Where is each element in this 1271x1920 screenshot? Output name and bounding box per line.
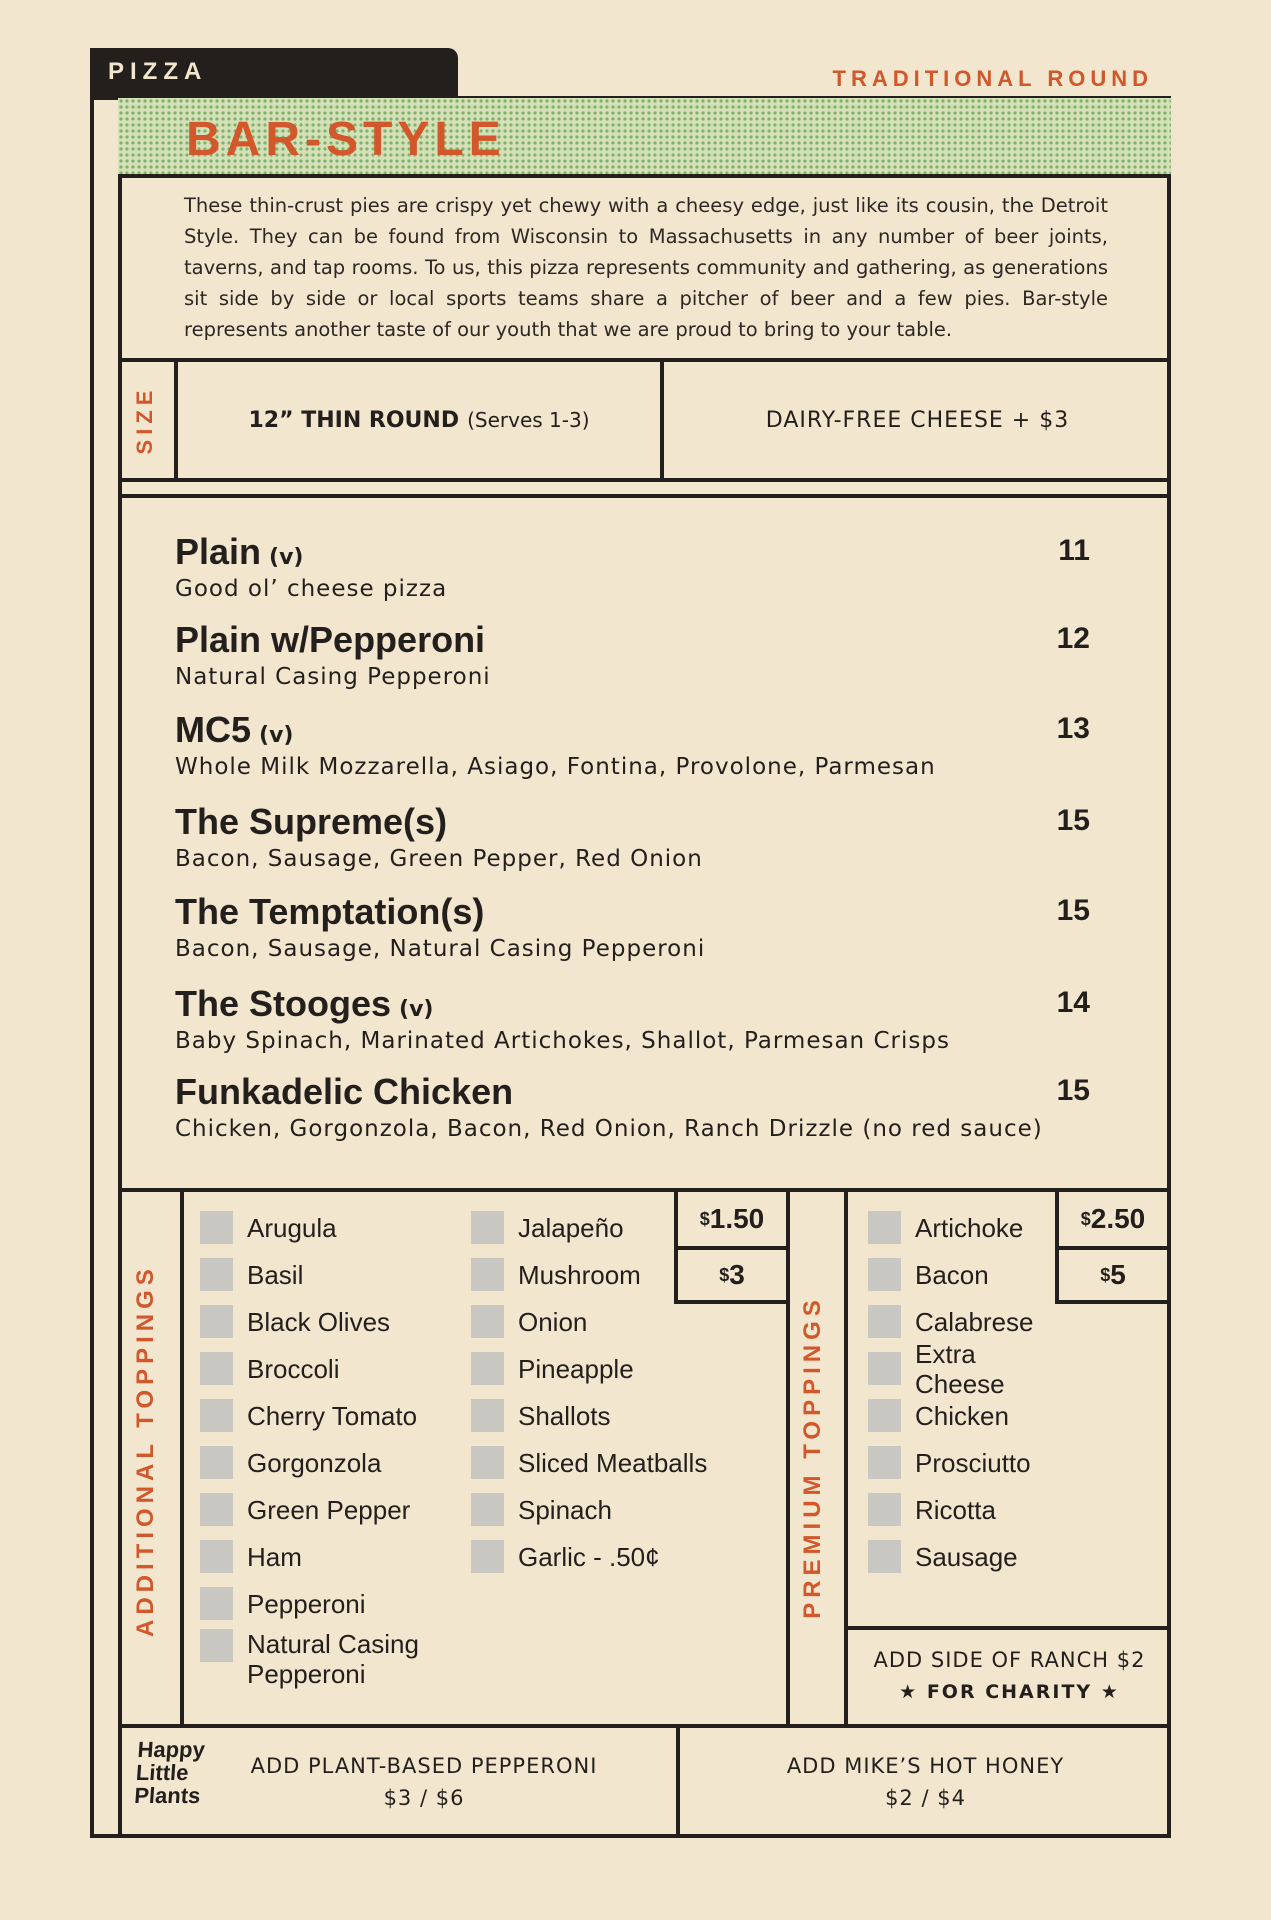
size-serves: (Serves 1-3) [467,408,590,432]
topping-checkbox[interactable] [471,1399,504,1432]
hot-honey-label: ADD MIKE’S HOT HONEY [786,1754,1065,1778]
topping-option[interactable] [200,1204,460,1251]
topping-option[interactable] [200,1298,460,1345]
topping-option[interactable] [868,1533,1068,1580]
topping-label: Mushroom [518,1259,641,1290]
topping-option[interactable] [200,1392,460,1439]
topping-label: Prosciutto [915,1447,1031,1478]
item-name: Plain w/Pepperoni [175,619,486,660]
menu-item[interactable] [175,984,1090,1056]
item-price: 12 [1056,622,1090,655]
topping-option[interactable] [868,1204,1068,1251]
topping-option[interactable] [471,1392,741,1439]
topping-checkbox[interactable] [471,1211,504,1244]
premium-price-large: $ 5 [1100,1259,1126,1290]
topping-checkbox[interactable] [868,1446,901,1479]
topping-checkbox[interactable] [471,1540,504,1573]
vegetarian-tag: (v) [269,545,304,570]
ranch-label: ADD SIDE OF RANCH $2 [873,1648,1146,1672]
topping-label: Black Olives [247,1306,391,1337]
topping-checkbox[interactable] [471,1493,504,1526]
topping-checkbox[interactable] [200,1399,233,1432]
charity-note: ★ FOR CHARITY ★ [899,1681,1120,1703]
topping-checkbox[interactable] [868,1540,901,1573]
topping-option[interactable] [200,1439,460,1486]
topping-label: Pineapple [518,1353,634,1384]
topping-label: Bacon [915,1259,989,1290]
item-description: Whole Milk Mozzarella, Asiago, Fontina, Provolone, Parmesan [175,754,936,780]
topping-checkbox[interactable] [200,1211,233,1244]
topping-option[interactable] [471,1486,741,1533]
item-price: 15 [1056,894,1090,927]
topping-checkbox[interactable] [200,1540,233,1573]
topping-checkbox[interactable] [471,1352,504,1385]
topping-label: Ham [247,1541,302,1572]
section-title: BAR-STYLE [186,113,506,166]
topping-label: Garlic - .50¢ [518,1541,660,1572]
style-label: TRADITIONAL ROUND [832,66,1153,91]
topping-checkbox[interactable] [200,1587,233,1620]
divider [848,1626,1171,1630]
topping-option[interactable] [200,1627,460,1697]
topping-label: Calabrese [915,1306,1034,1337]
item-description: Bacon, Sausage, Green Pepper, Red Onion [175,846,703,872]
topping-option[interactable] [868,1486,1068,1533]
menu-item[interactable] [175,1072,1090,1144]
topping-checkbox[interactable] [200,1446,233,1479]
topping-label: Natural Casing Pepperoni [247,1629,419,1689]
item-name: The Temptation(s) [175,891,485,932]
topping-label: Pepperoni [247,1588,366,1619]
topping-label: Spinach [518,1494,612,1525]
topping-checkbox[interactable] [868,1211,901,1244]
item-price: 11 [1058,534,1090,567]
topping-option[interactable] [868,1338,1068,1399]
hot-honey-price: $2 / $4 [885,1786,966,1810]
topping-checkbox[interactable] [471,1258,504,1291]
additional-price-small: $ 1.50 [699,1203,765,1234]
topping-option[interactable] [471,1439,741,1486]
topping-label: Onion [518,1306,588,1337]
category-label: PIZZA [108,58,208,85]
happy-little-plants-logo: Happy Little Plants [133,1737,206,1808]
item-name: Funkadelic Chicken [175,1071,514,1112]
topping-checkbox[interactable] [200,1493,233,1526]
topping-option[interactable] [200,1486,460,1533]
topping-checkbox[interactable] [868,1493,901,1526]
topping-option[interactable] [868,1392,1068,1439]
topping-label: Jalapeño [518,1212,624,1243]
topping-checkbox[interactable] [868,1258,901,1291]
additional-toppings-label: ADDITIONAL TOPPINGS [132,1264,159,1637]
size-option[interactable] [178,362,660,478]
size-option-name: 12” THIN ROUND [248,407,460,433]
plant-pepperoni-label: ADD PLANT-BASED PEPPERONI [250,1754,598,1778]
dairy-free-option[interactable]: DAIRY-FREE CHEESE + $3 [765,407,1070,433]
item-description: Baby Spinach, Marinated Artichokes, Shallot, Parmesan Crisps [175,1028,950,1054]
topping-checkbox[interactable] [200,1258,233,1291]
topping-checkbox[interactable] [471,1305,504,1338]
vegetarian-tag: (v) [399,997,434,1022]
topping-option[interactable] [471,1345,741,1392]
topping-checkbox[interactable] [200,1352,233,1385]
topping-label: Green Pepper [247,1494,411,1525]
divider [118,1188,1171,1192]
item-name: Plain [175,531,262,572]
item-description: Chicken, Gorgonzola, Bacon, Red Onion, Ranch Drizzle (no red sauce) [175,1116,1043,1142]
vegetarian-tag: (v) [259,723,294,748]
topping-checkbox[interactable] [471,1446,504,1479]
premium-price-small: $ 2.50 [1080,1203,1146,1234]
menu-item[interactable] [175,710,1090,782]
plant-pepperoni-addon[interactable] [214,1750,634,1814]
topping-checkbox[interactable] [200,1305,233,1338]
item-price: 15 [1056,804,1090,837]
plant-pepperoni-price: $3 / $6 [383,1786,465,1810]
topping-option[interactable] [471,1298,741,1345]
topping-option[interactable] [868,1251,1068,1298]
topping-label: Arugula [247,1212,337,1243]
topping-checkbox[interactable] [200,1629,233,1662]
topping-checkbox[interactable] [868,1352,901,1385]
menu-item[interactable] [175,620,1090,692]
menu-item[interactable] [175,802,1090,874]
hot-honey-addon[interactable] [680,1750,1171,1814]
topping-option[interactable] [200,1580,460,1627]
item-description: Natural Casing Pepperoni [175,664,491,690]
topping-option[interactable] [200,1345,460,1392]
divider [118,494,1171,498]
topping-option[interactable] [868,1439,1068,1486]
item-price: 15 [1056,1074,1090,1107]
topping-label: Shallots [518,1400,611,1431]
topping-label: Chicken [915,1400,1009,1431]
topping-option[interactable] [200,1251,460,1298]
topping-label: Sausage [915,1541,1018,1572]
topping-label: Sliced Meatballs [518,1447,708,1478]
item-price: 14 [1056,986,1090,1019]
description: These thin-crust pies are crispy yet chewy with a cheesy edge, just like its cousin, the Detroit Style. They can be found from Wisconsin to Massachusetts in any number of beer joints, taverns, and tap rooms. To us, this pizza represents community and gathering, as generations sit side by side or local sports teams share a pitcher of beer and a few pies. Bar-style represents another taste of our youth that we are proud to bring to your table. [184,194,1108,341]
topping-label: Gorgonzola [247,1447,382,1478]
additional-toppings-col1 [200,1204,460,1697]
divider [118,1724,1171,1728]
topping-label: Artichoke [915,1212,1024,1243]
premium-toppings-label: PREMIUM TOPPINGS [799,1295,826,1619]
item-description: Good ol’ cheese pizza [175,576,448,602]
item-name: MC5 [175,709,252,750]
menu-item[interactable] [175,532,1090,604]
topping-option[interactable] [471,1533,741,1580]
topping-label: Cherry Tomato [247,1400,418,1431]
topping-label: Broccoli [247,1353,340,1384]
ranch-addon[interactable] [848,1644,1171,1708]
topping-label: Basil [247,1259,304,1290]
topping-option[interactable] [200,1533,460,1580]
topping-checkbox[interactable] [868,1399,901,1432]
item-description: Bacon, Sausage, Natural Casing Pepperoni [175,936,706,962]
item-price: 13 [1056,712,1090,745]
topping-label: Ricotta [915,1494,996,1525]
additional-price-large: $ 3 [719,1259,745,1290]
menu-item[interactable] [175,892,1090,964]
item-name: The Stooges [175,983,392,1024]
premium-toppings-list [868,1204,1068,1580]
topping-checkbox[interactable] [868,1305,901,1338]
size-label: SIZE [132,385,157,455]
item-name: The Supreme(s) [175,801,448,842]
topping-label: Extra Cheese [915,1338,1005,1399]
